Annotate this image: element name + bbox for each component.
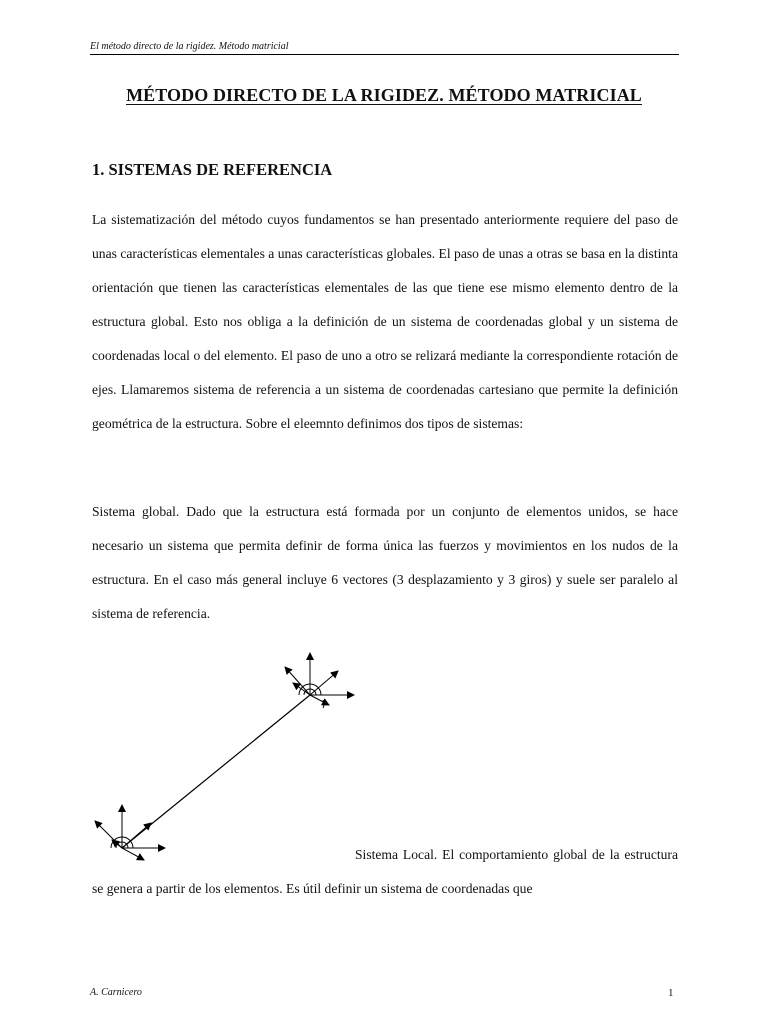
paragraph-local-system-text: Sistema Local. El comportamiento global de la estructura se genera a partir de los elementos. Es útil definir un sistema de coordenadas que [92, 847, 678, 896]
paragraph-local-system [92, 838, 678, 906]
document-title: MÉTODO DIRECTO DE LA RIGIDEZ. MÉTODO MATRICIAL [126, 85, 642, 105]
document-title-block [0, 85, 768, 106]
footer-page-number: 1 [668, 987, 674, 999]
node-2-axes [285, 653, 354, 708]
paragraph-intro: La sistematización del método cuyos fundamentos se han presentado anteriormente requiere del paso de unas características elementales a unas características globales. El paso de unas a otras se basa en la distinta orientación que tienen las características elementales de las que tiene ese mismo elemento dentro de la estructura global. Esto nos obliga a la definición de un sistema de coordenadas global y un sistema de coordenadas local o del elemento. El paso de uno a otro se relizará mediante la correspondiente rotación de ejes. Llamaremos sistema de referencia a un sistema de coordenadas cartesiano que permite la definición geométrica de la estructura. Sobre el eleemnto definimos dos tipos de sistemas: [92, 212, 678, 431]
bar-element-line [122, 695, 310, 848]
header-rule [90, 54, 679, 55]
paragraph-global-system: Sistema global. Dado que la estructura está formada por un conjunto de elementos unidos, se hace necesario un sistema que permita definir de forma única las fuerzos y movimientos en los nudos de la estructura. En el caso más general incluye 6 vectores (3 desplazamiento y 3 giros) y suele ser paralelo al sistema de referencia. [92, 504, 678, 621]
element-coordinate-systems-figure [85, 645, 375, 870]
footer-author: A. Carnicero [90, 987, 142, 998]
section-heading: 1. SISTEMAS DE REFERENCIA [92, 160, 333, 179]
running-header: El método directo de la rigidez. Método matricial [90, 41, 289, 52]
